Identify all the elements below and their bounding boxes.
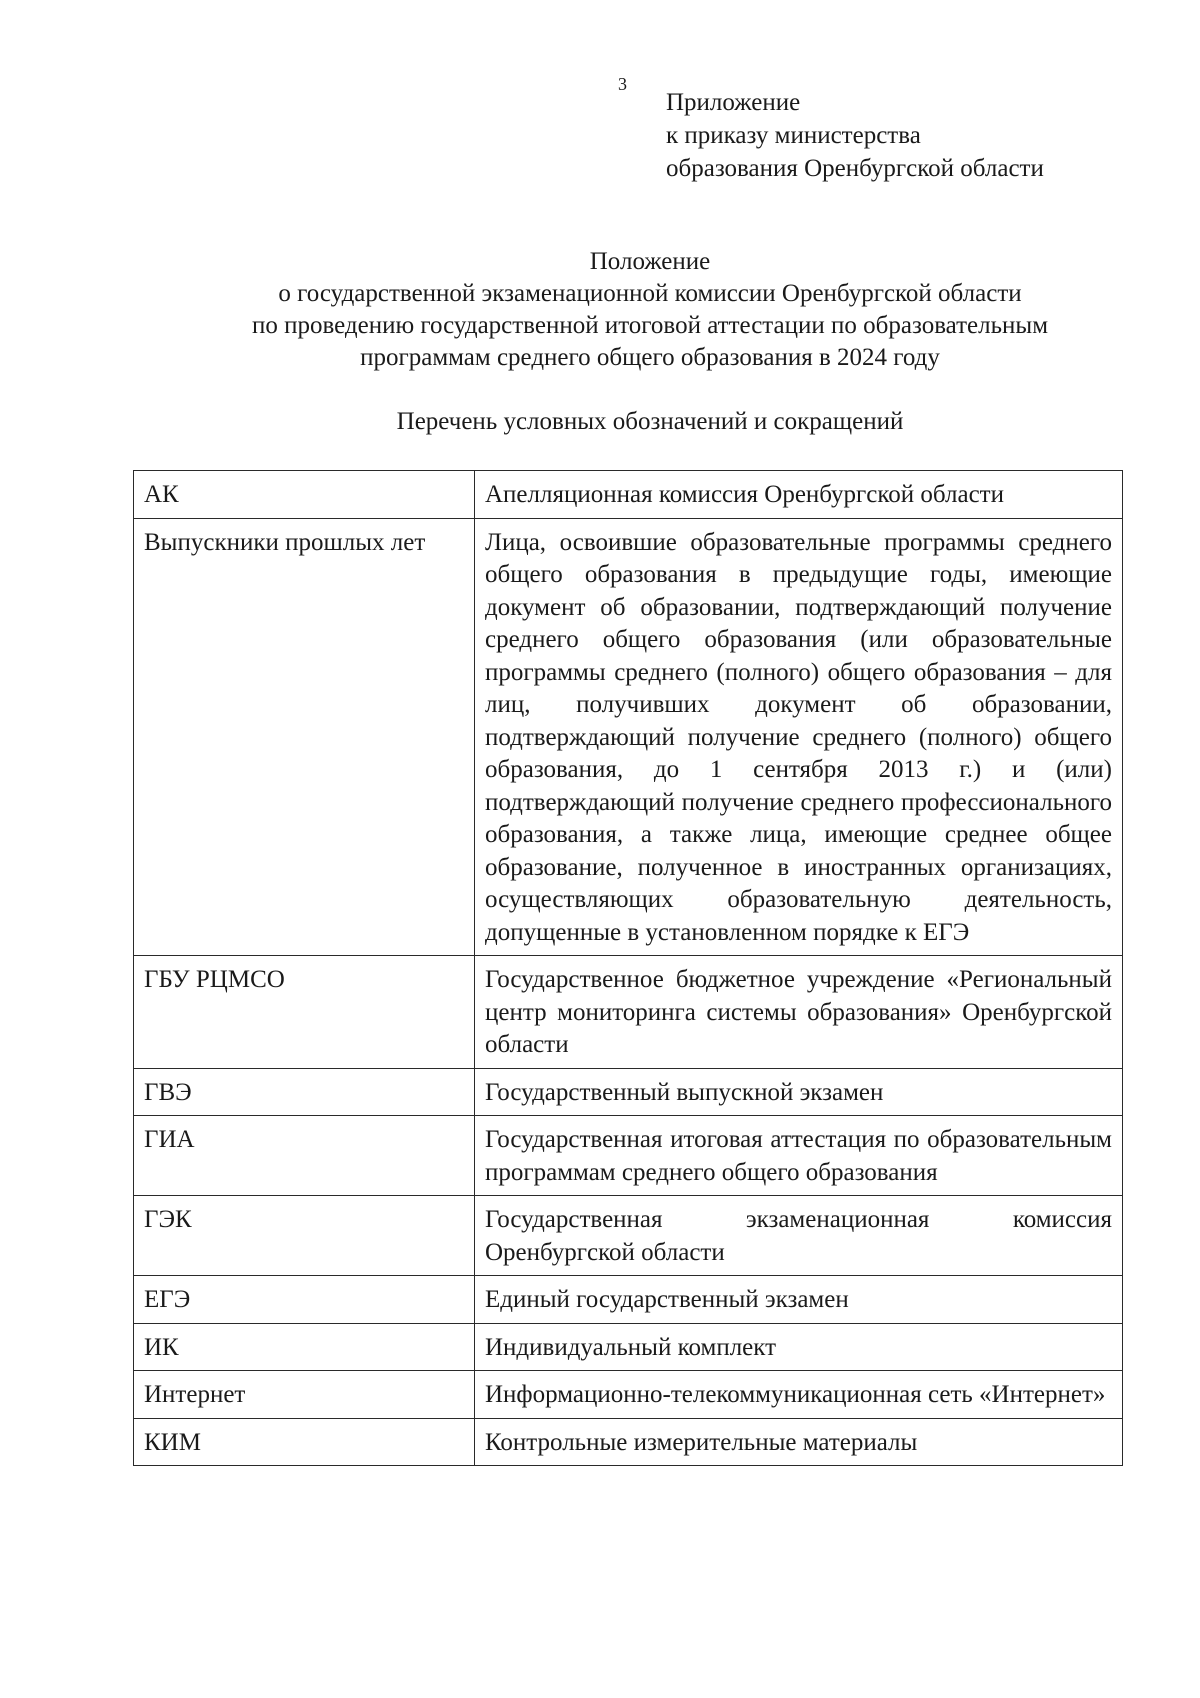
- title-line: о государственной экзаменационной комиссии Оренбургской области: [278, 280, 1022, 307]
- table-row: [134, 956, 1123, 1069]
- abbreviation-definition: Контрольные измерительные материалы: [475, 1418, 1123, 1466]
- abbreviation-term: ИК: [134, 1323, 475, 1371]
- abbreviation-term: Выпускники прошлых лет: [134, 518, 475, 956]
- abbreviation-definition: Государственная экзаменационная комиссия Оренбургской области: [475, 1196, 1123, 1276]
- title-line: программам среднего общего образования в 2024 году: [360, 344, 940, 371]
- table-row: [134, 1068, 1123, 1116]
- table-row: [134, 1276, 1123, 1324]
- abbreviation-definition: Индивидуальный комплект: [475, 1323, 1123, 1371]
- abbreviation-term: ЕГЭ: [134, 1276, 475, 1324]
- abbreviation-term: АК: [134, 471, 475, 519]
- appendix-line: образования Оренбургской области: [666, 155, 1044, 182]
- table-row: [134, 518, 1123, 956]
- title-line: Положение: [589, 248, 711, 275]
- abbreviation-term: ГИА: [134, 1116, 475, 1196]
- appendix-note: [666, 86, 1044, 185]
- appendix-line: к приказу министерства: [666, 122, 921, 149]
- appendix-line: Приложение: [666, 89, 801, 116]
- abbreviation-term: ГБУ РЦМСО: [134, 956, 475, 1069]
- title-line: по проведению государственной итоговой аттестации по образовательным: [251, 312, 1049, 339]
- document-title: [120, 246, 1180, 374]
- section-subtitle: Перечень условных обозначений и сокращений: [396, 408, 904, 435]
- abbreviation-term: ГЭК: [134, 1196, 475, 1276]
- abbreviation-term: КИМ: [134, 1418, 475, 1466]
- abbreviation-term: ГВЭ: [134, 1068, 475, 1116]
- abbreviation-definition: Государственный выпускной экзамен: [475, 1068, 1123, 1116]
- abbreviation-definition: Информационно-телекоммуникационная сеть «Интернет»: [475, 1371, 1123, 1419]
- table-row: [134, 1116, 1123, 1196]
- abbreviation-definition: Государственное бюджетное учреждение «Региональный центр мониторинга системы образования» Оренбургской области: [475, 956, 1123, 1069]
- abbreviation-definition: Апелляционная комиссия Оренбургской области: [475, 471, 1123, 519]
- abbreviation-definition: Лица, освоившие образовательные программы среднего общего образования в предыдущие годы, имеющие документ об образовании, подтверждающий получение среднего общего образования (или образовательные программы среднего (полного) общего образования – для лиц, получивших документ об образовании, подтверждающий получение среднего (полного) общего образования, до 1 сентября 2013 г.) и (или) подтверждающий получение среднего профессионального образования, а также лица, имеющие среднее общее образование, полученное в иностранных организациях, осуществляющих образовательную деятельность, допущенные в установленном порядке к ЕГЭ: [475, 518, 1123, 956]
- table-row: [134, 1323, 1123, 1371]
- table-row: [134, 1196, 1123, 1276]
- abbreviation-definition: Единый государственный экзамен: [475, 1276, 1123, 1324]
- table-row: [134, 1418, 1123, 1466]
- table-row: [134, 471, 1123, 519]
- page-number: 3: [618, 74, 627, 94]
- abbreviation-term: Интернет: [134, 1371, 475, 1419]
- table-row: [134, 1371, 1123, 1419]
- abbreviation-definition: Государственная итоговая аттестация по образовательным программам среднего общего образования: [475, 1116, 1123, 1196]
- abbreviations-table: [133, 470, 1123, 1466]
